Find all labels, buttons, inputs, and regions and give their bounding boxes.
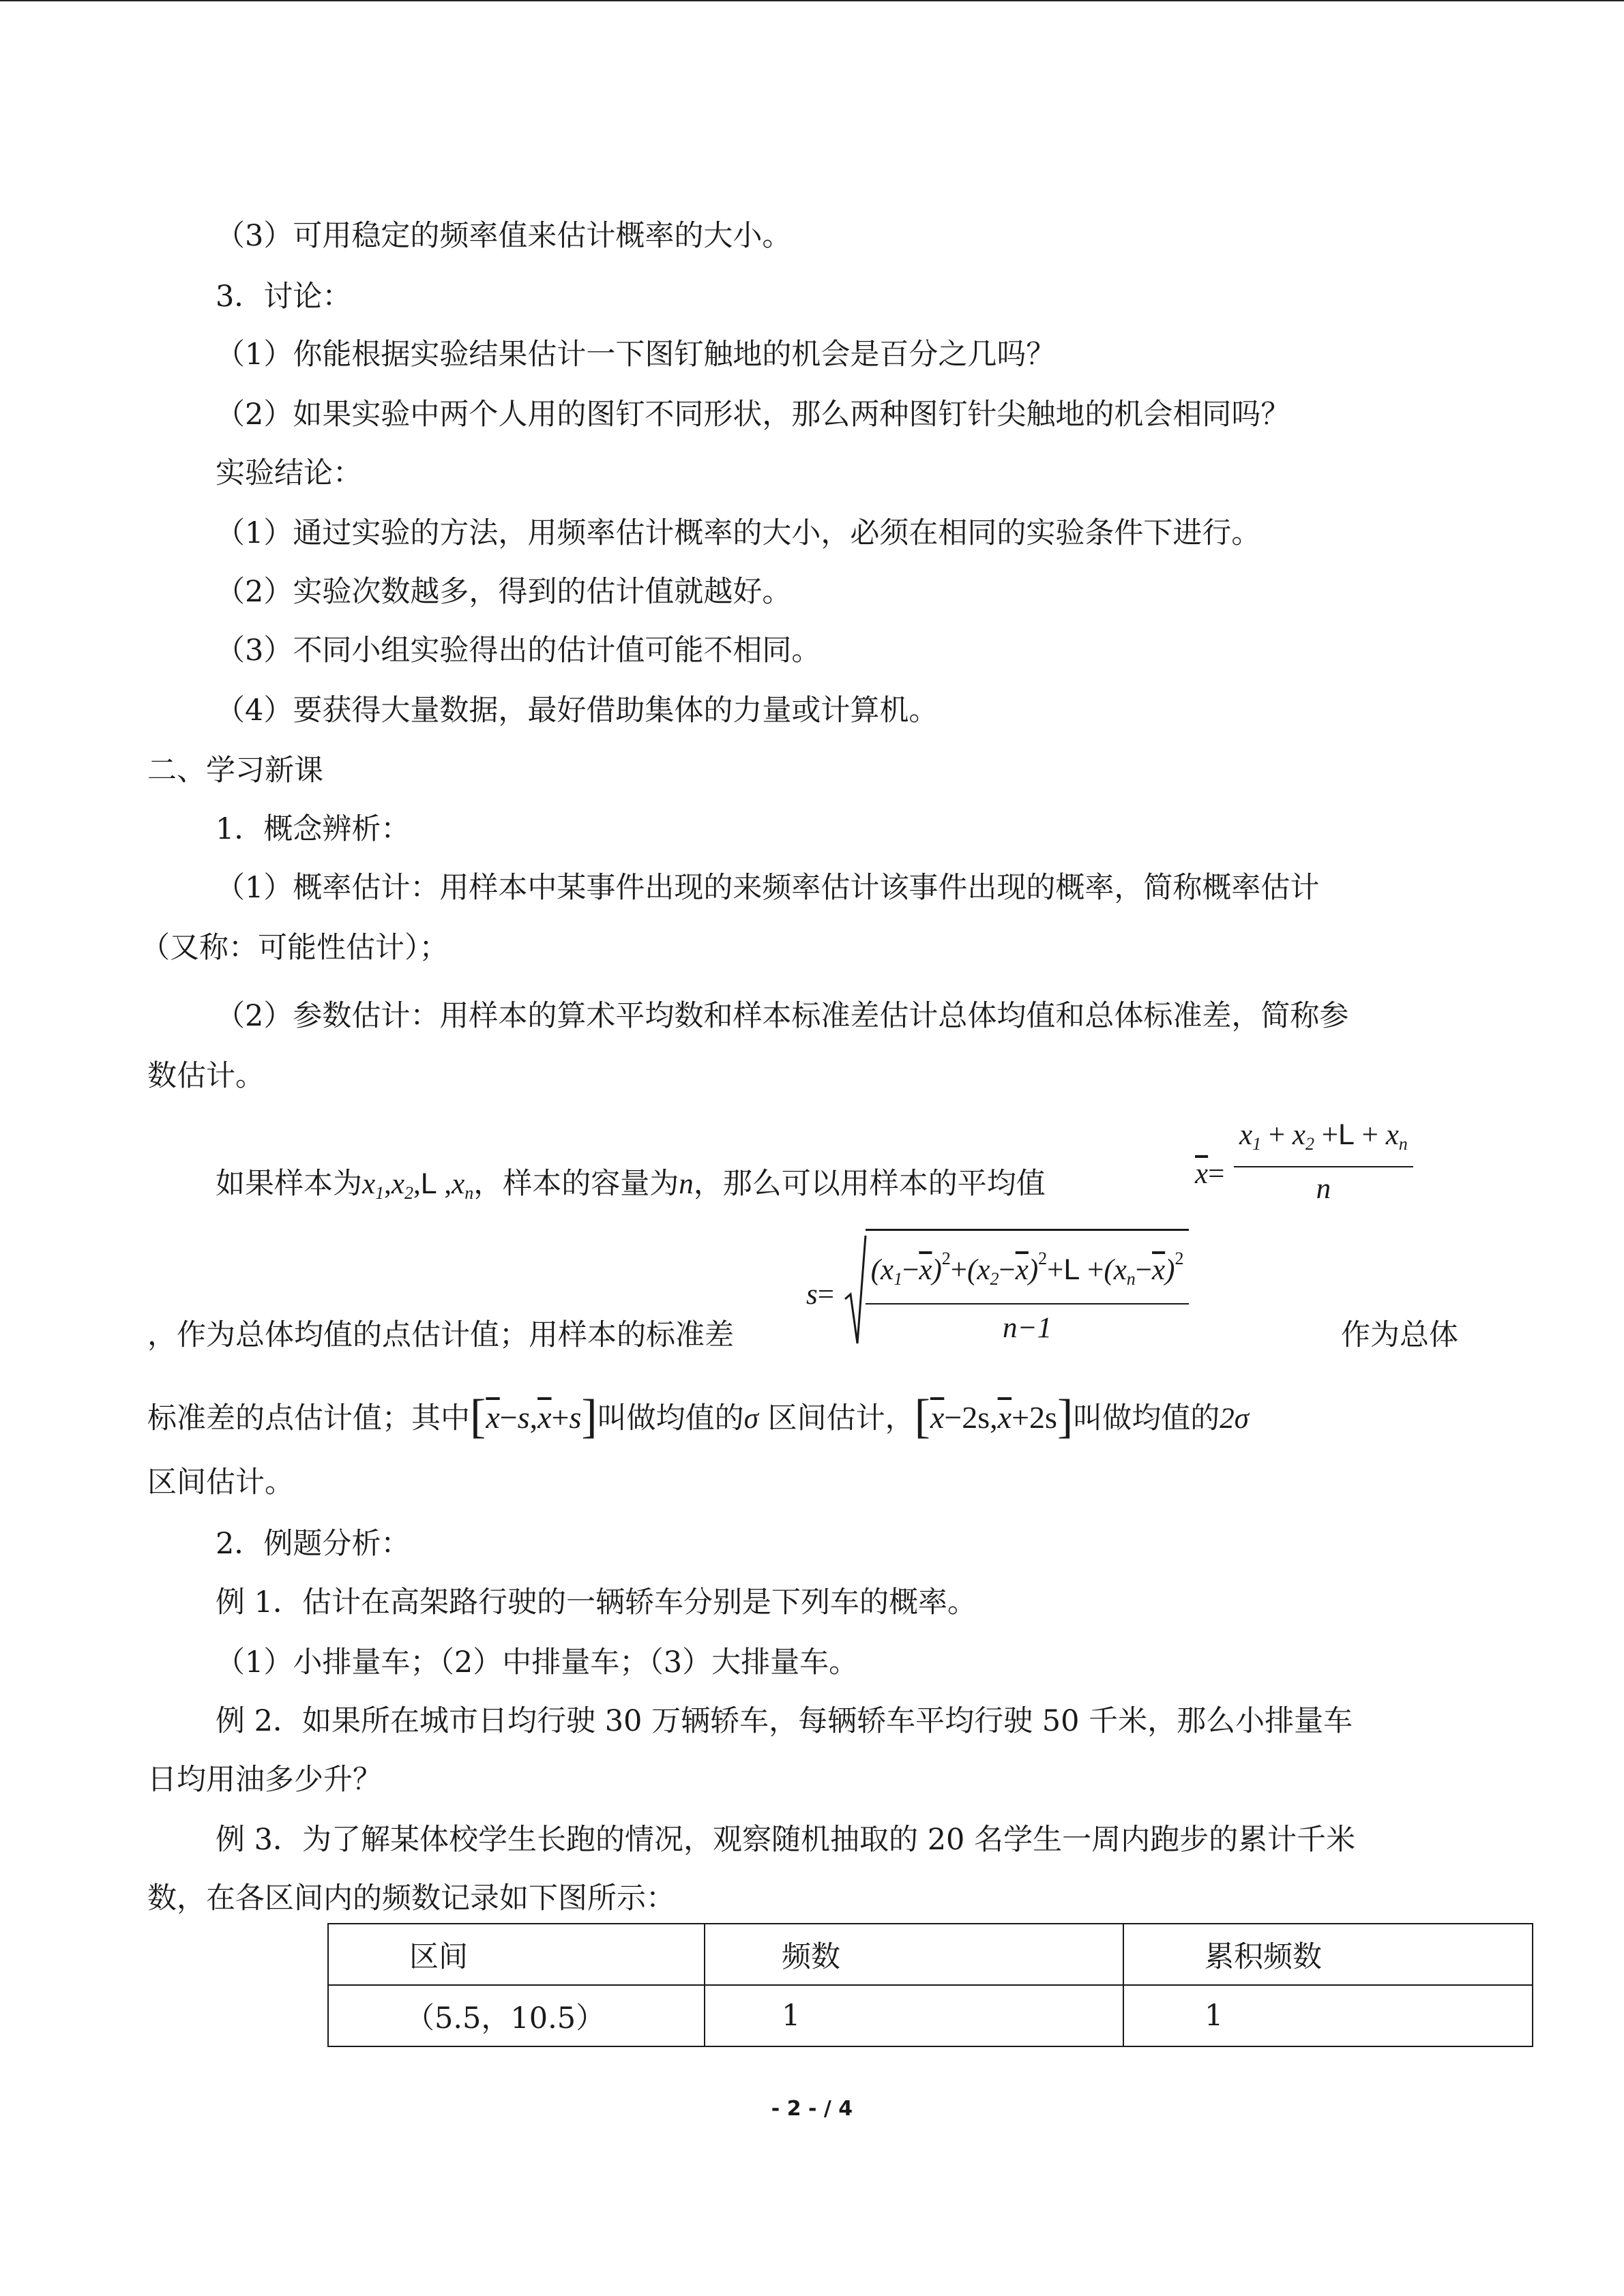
sample-size-symbol: n [679,1168,694,1200]
text-fragment: 区间估计， [767,1401,915,1435]
text-line: （1）概率估计：用样本中某事件出现的来频率估计该事件出现的概率，简称概率估计 [216,871,1320,905]
table-row [328,1985,1533,2046]
text-line [216,1163,1046,1214]
table-cell: 1 [705,1985,1123,2046]
x-bar: $\overline{x}$ [1195,1158,1209,1190]
text-line: 日均用油多少升？ [147,1763,382,1797]
text-line: （又称：可能性估计）； [141,931,449,965]
text-line: （1）你能根据实验结果估计一下图钉触地的机会是百分之几吗？ [216,338,1056,372]
page-number: - 2 - / 4 [771,2097,853,2121]
text-line: （4）要获得大量数据，最好借助集体的力量或计算机。 [216,694,939,728]
table-cell: 1 [1123,1985,1533,2046]
text-line: 例 3．为了解某体校学生长跑的情况，观察随机抽取的 20 名学生一周内跑步的累计千米 [216,1823,1356,1857]
section-heading: 二、学习新课 [147,754,323,788]
table-header-row [328,1924,1533,1985]
frequency-table [327,1923,1533,2047]
sigma-interval: $[\overline{x}-s,\overline{x}+s]$ [470,1390,597,1443]
text-fragment: 作为总体 [1341,1318,1458,1352]
text-line: ，作为总体均值的点估计值；用样本的标准差 [147,1318,734,1352]
subsection-heading: 1．概念辨析： [216,812,411,846]
sqrt-sign [844,1234,867,1350]
text-line: （1）小排量车；（2）中排量车；（3）大排量车。 [216,1645,859,1680]
text-line: 区间估计。 [147,1465,294,1500]
text-line: 实验结论： [216,456,362,490]
table-header-cell: 累积频数 [1123,1924,1533,1985]
text-line: （3）可用稳定的频率值来估计概率的大小。 [216,219,792,253]
mean-formula: $\overline{x}=$ $\frac{x_1 + x_2 +L + x_n}{n}$ [1195,1116,1413,1208]
text-fragment: 叫做均值的 [1073,1401,1220,1435]
text-line: （3）不同小组实验得出的估计值可能不相同。 [216,633,821,668]
two-sigma-symbol: 2σ [1220,1403,1249,1435]
sigma-symbol: σ [743,1403,758,1435]
text-line: 例 1．估计在高架路行驶的一辆轿车分别是下列车的概率。 [216,1585,977,1620]
table-header-cell: 频数 [705,1924,1123,1985]
text-fragment: ，那么可以用样本的平均值 [693,1167,1046,1201]
page-top-border [0,0,1624,1]
text-line: 数估计。 [147,1059,265,1093]
text-line: （1）通过实验的方法，用频率估计概率的大小，必须在相同的实验条件下进行。 [216,516,1261,550]
text-fragment: 叫做均值的 [597,1401,744,1435]
text-fragment: 如果样本为 [216,1167,362,1201]
text-line: 例 2．如果所在城市日均行驶 30 万辆轿车，每辆轿车平均行驶 50 千米，那么小排量车 [216,1704,1353,1738]
two-sigma-interval: $[\overline{x}-2s,\overline{x}+2s]$ [914,1390,1074,1443]
text-line: （2）如果实验中两个人用的图钉不同形状，那么两种图钉针尖触地的机会相同吗？ [216,398,1290,432]
text-line: 数，在各区间内的频数记录如下图所示： [147,1881,675,1915]
text-line: （2）参数估计：用样本的算术平均数和样本标准差估计总体均值和总体标准差，简称参 [216,999,1349,1033]
table-cell: （5.5，10.5） [328,1985,705,2046]
table-header-cell: 区间 [328,1924,705,1985]
text-line: （2）实验次数越多，得到的估计值就越好。 [216,575,792,609]
text-fragment: ，样本的容量为 [473,1167,679,1201]
text-fragment: 标准差的点估计值；其中 [147,1401,470,1435]
text-line [147,1390,1249,1443]
subsection-heading: 2．例题分析： [216,1527,411,1561]
text-line: 3．讨论： [216,280,352,314]
sample-list: $x_1,x_2,L$ $,x_n$ [362,1167,474,1203]
std-dev-formula: s= $\frac{(x_1-\overline{x})^2+(x_2-\overline{x})^2+L +(x_n-\overline{x})^2}{n-1}$ [806,1232,1190,1352]
